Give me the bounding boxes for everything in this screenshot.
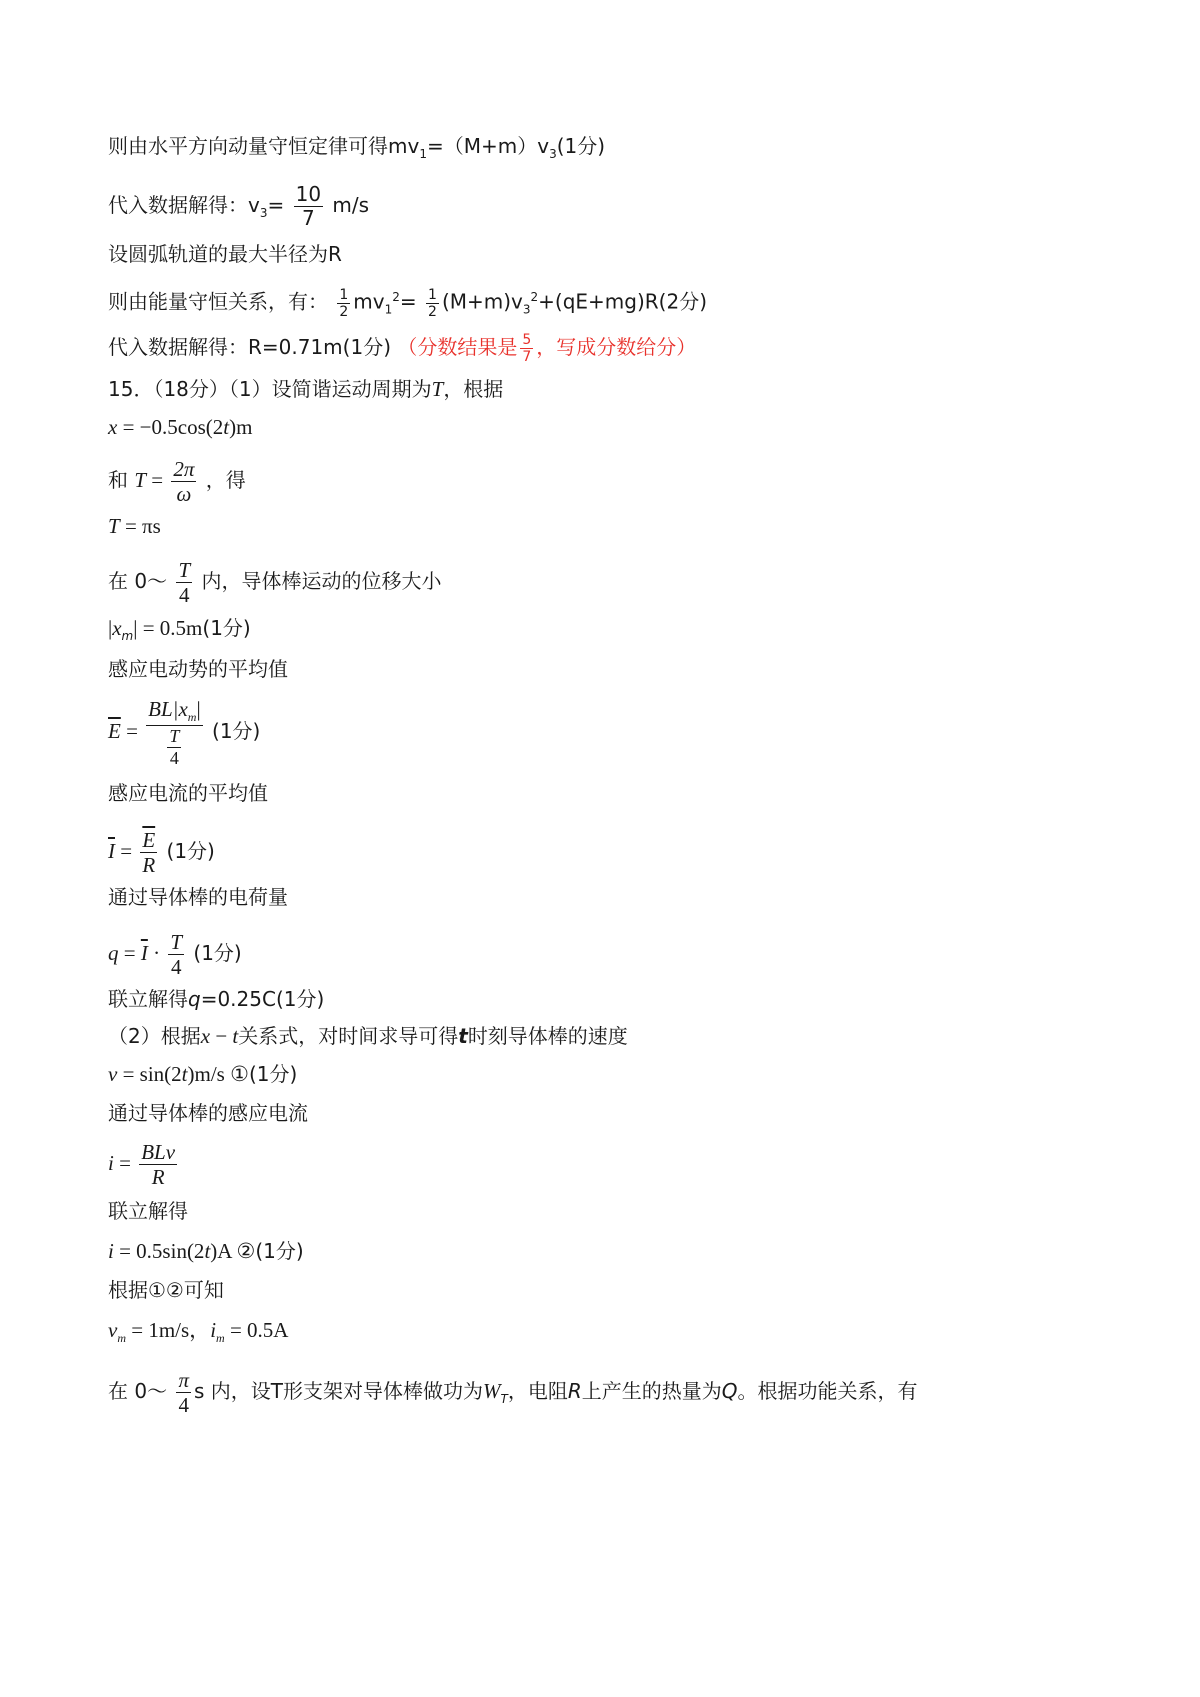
charge-label: 通过导体棒的电荷量 [108,885,288,909]
combine-label: 联立解得 [108,1199,188,1223]
fraction-10-7: $\frac{10}{7}$ [295,182,322,230]
energy-line: 则由能量守恒关系，有： $\frac{1}{2}$ $mv_1^2=$ $\frac{1}{2}$ $(M+m)v_3^2+(qE+mg)R(2$分) [108,286,708,320]
avg-current-label: 感应电流的平均值 [108,781,268,805]
charge-result-line: 联立解得q=0.25C(1分) [108,987,325,1011]
displacement-equation: x = −0.5cos(2t)m [108,415,253,439]
avg-current-equation: $\overline{I}$ = $\frac{\overline{E}}{R}$ (1分) [108,828,215,878]
momentum-line: 则由水平方向动量守恒定律可得$mv_1=(M+m)v_3(1$分) [108,134,606,161]
induced-current-label: 通过导体棒的感应电流 [108,1101,308,1125]
radius-assumption-line: 设圆弧轨道的最大半径为R [108,242,342,266]
avg-emf-equation: $\overline{E}$ = $\frac{BL|x_m|}{\frac{T}{4}}$ (1分) [108,697,261,768]
current-result-equation: i = 0.5sin(2t)A ②(1分) [108,1239,304,1263]
induced-current-equation: i = $\frac{\text{BLv}}{R}$ [108,1140,176,1190]
max-values-line: $v_m = 1m/s$，$i_m = 0.5A$ [108,1318,289,1346]
avg-emf-label: 感应电动势的平均值 [108,657,288,681]
part-2-heading: （2）根据x − t关系式，对时间求导可得t时刻导体棒的速度 [108,1024,628,1048]
charge-equation: $q = \overline{I}$ · $\frac{T}{4}$ (1分) [108,930,242,980]
period-value-line: T = πs [108,514,161,538]
grading-note: （分数结果是 [397,335,518,360]
from-equations-label: 根据①②可知 [108,1278,224,1302]
max-displacement-line: $|x_m| = 0.5m(1$分) [108,616,251,643]
period-formula-line: 和 T = $\frac{2\pi}{\omega}$ ，得 [108,457,246,507]
question-15-heading: 15．（18分）（1）设简谐运动周期为T，根据 [108,377,504,401]
v3-result-line: 代入数据解得：$v_3=$ $\frac{10}{7}$ m/s [108,182,370,230]
work-energy-line: 在 0～ $\frac{\pi}{4}$ s 内，设T形支架对导体棒做功为$W_T$，电阻R上产生的热量为Q。根据功能关系，有 [108,1368,918,1418]
radius-result-line: 代入数据解得：R=0.71m(1分) （分数结果是 $\frac{5}{7}$ ，写成分数给分） [108,332,697,366]
quarter-period-line: 在 0～ $\frac{T}{4}$ 内，导体棒运动的位移大小 [108,558,442,608]
velocity-equation: v = sin(2t)m/s ①(1分) [108,1062,298,1086]
